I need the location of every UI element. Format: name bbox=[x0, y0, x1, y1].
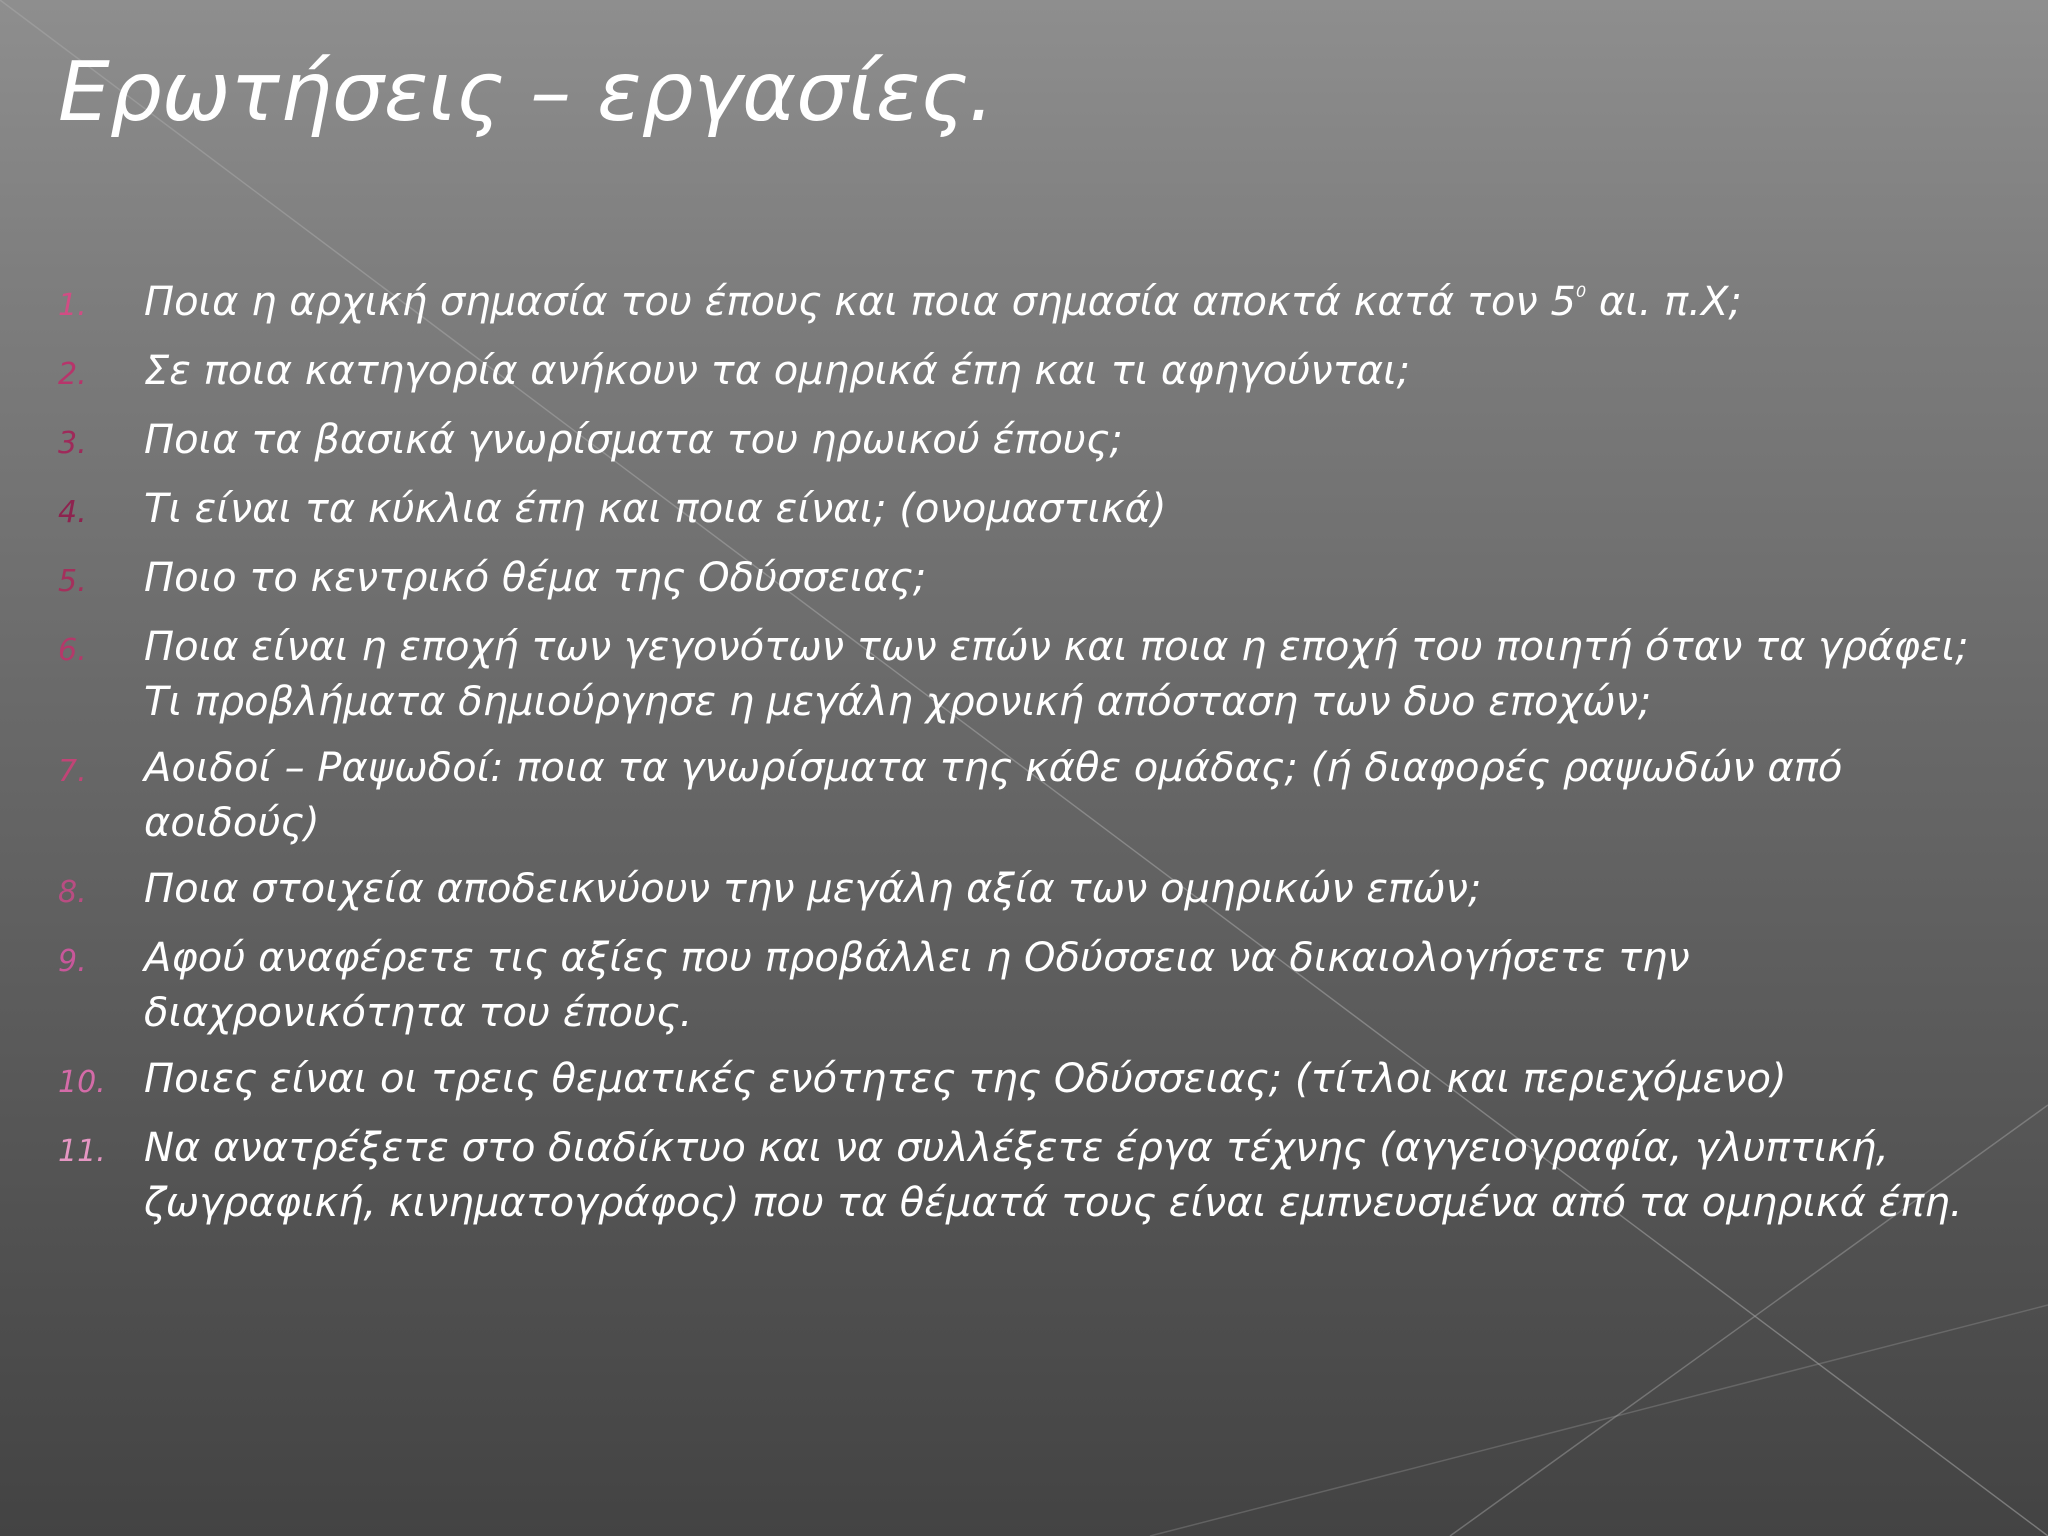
question-text bbox=[144, 1121, 2008, 1231]
question-number: 4. bbox=[58, 495, 87, 530]
question-list bbox=[58, 275, 2008, 1242]
question-text bbox=[144, 344, 2008, 399]
question-number: 9. bbox=[58, 944, 87, 979]
question-text-main: Τι είναι τα κύκλια έπη και ποια είναι; (ονομαστικά) bbox=[144, 486, 1167, 532]
question-text bbox=[144, 275, 2008, 330]
corner-line-upper bbox=[1150, 1305, 2048, 1536]
question-number: 1. bbox=[58, 288, 87, 323]
question-number: 3. bbox=[58, 426, 87, 461]
question-number: 11. bbox=[58, 1134, 106, 1169]
question-text bbox=[144, 551, 2008, 606]
question-text-main: Αφού αναφέρετε τις αξίες που προβάλλει η Οδύσσεια να δικαιολογήσετε την διαχρονικότητα του έπους. bbox=[144, 935, 1690, 1036]
question-text-main: Ποια είναι η εποχή των γεγονότων των επών και ποια η εποχή του ποιητή όταν τα γράφει; Τι προβλήματα δημιούργησε η μεγάλη χρονική απόσταση των δυο εποχών; bbox=[144, 624, 1969, 725]
question-text-main: Ποια στοιχεία αποδεικνύουν την μεγάλη αξία των ομηρικών επών; bbox=[144, 866, 1482, 912]
question-number: 8. bbox=[58, 875, 87, 910]
question-number: 2. bbox=[58, 357, 87, 392]
question-number: 7. bbox=[58, 754, 87, 789]
question-item bbox=[58, 1052, 2008, 1110]
question-number: 5. bbox=[58, 564, 87, 599]
question-text bbox=[144, 1052, 2008, 1107]
question-item bbox=[58, 620, 2008, 730]
superscript: 0 bbox=[1575, 282, 1587, 301]
question-text-main: Να ανατρέξετε στο διαδίκτυο και να συλλέξετε έργα τέχνης (αγγειογραφία, γλυπτική, ζωγραφική, κινηματογράφος) που τα θέματά τους είναι εμπνευσμένα από τα ομηρικά έπη. bbox=[144, 1125, 1963, 1226]
question-text bbox=[144, 862, 2008, 917]
question-text-main: Ποιο το κεντρικό θέμα της Οδύσσειας; bbox=[144, 555, 927, 601]
question-text-main: Ποιες είναι οι τρεις θεματικές ενότητες της Οδύσσειας; (τίτλοι και περιεχόμενο) bbox=[144, 1056, 1787, 1102]
question-text-main: Ποια η αρχική σημασία του έπους και ποια σημασία αποκτά κατά τον 5 bbox=[144, 279, 1576, 325]
question-item bbox=[58, 275, 2008, 333]
question-text-tail: αι. π.Χ; bbox=[1586, 279, 1742, 325]
question-item bbox=[58, 1121, 2008, 1231]
question-number: 10. bbox=[58, 1065, 106, 1100]
question-text bbox=[144, 413, 2008, 468]
question-item bbox=[58, 344, 2008, 402]
question-text-main: Αοιδοί – Ραψωδοί: ποια τα γνωρίσματα της κάθε ομάδας; (ή διαφορές ραψωδών από αοιδούς) bbox=[144, 745, 1843, 846]
question-text bbox=[144, 931, 2008, 1041]
question-item bbox=[58, 931, 2008, 1041]
question-text-main: Σε ποια κατηγορία ανήκουν τα ομηρικά έπη και τι αφηγούνται; bbox=[144, 348, 1411, 394]
question-text-main: Ποια τα βασικά γνωρίσματα του ηρωικού έπους; bbox=[144, 417, 1123, 463]
question-item bbox=[58, 482, 2008, 540]
question-text bbox=[144, 620, 2008, 730]
question-item bbox=[58, 741, 2008, 851]
question-text bbox=[144, 482, 2008, 537]
question-item bbox=[58, 862, 2008, 920]
question-text bbox=[144, 741, 2008, 851]
question-item bbox=[58, 551, 2008, 609]
question-item bbox=[58, 413, 2008, 471]
slide-title: Ερωτήσεις – εργασίες. bbox=[58, 45, 995, 140]
question-number: 6. bbox=[58, 633, 87, 668]
